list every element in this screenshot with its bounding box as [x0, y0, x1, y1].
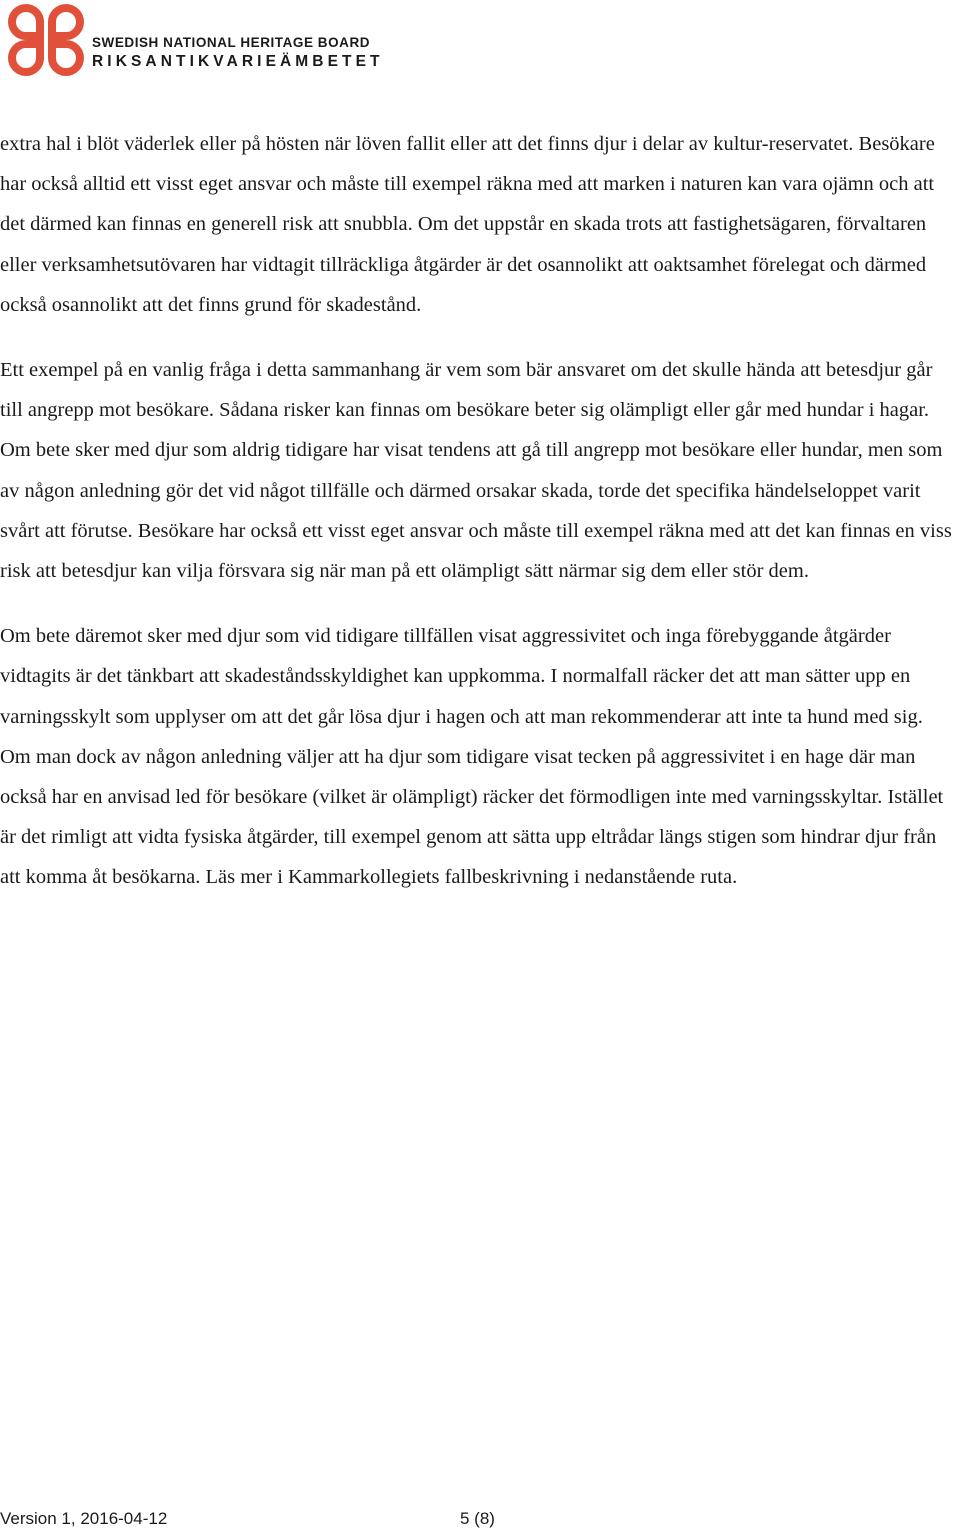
- page-footer: [0, 1509, 960, 1533]
- raa-logo-icon: [6, 0, 86, 80]
- organisation-name-english: SWEDISH NATIONAL HERITAGE BOARD: [92, 35, 371, 50]
- paragraph-2: Ett exempel på en vanlig fråga i detta sammanhang är vem som bär ansvaret om det skulle hända att betesdjur går till angrepp mot besökare. Sådana risker kan finnas om besökare beter sig olämpligt eller går med hundar i hagar. Om bete sker med djur som aldrig tidigare har visat tendens att gå till angrepp mot besökare eller hundar, men som av någon anledning gör det vid något tillfälle och därmed orsakar skada, torde det specifika händelseloppet varit svårt att förutse. Besökare har också ett visst eget ansvar och måste till exempel räkna med att det kan finnas en viss risk att betesdjur kan vilja försvara sig när man på ett olämpligt sätt närmar sig dem eller stör dem.: [0, 359, 952, 583]
- organisation-name: [92, 36, 384, 69]
- page-header: [6, 0, 606, 80]
- organisation-name-swedish: RIKSANTIKVARIEÄMBETET: [92, 52, 384, 70]
- paragraph-3: Om bete däremot sker med djur som vid tidigare tillfällen visat aggressivitet och inga förebyggande åtgärder vidtagits är det tänkbart att skadeståndsskyldighet kan uppkomma. I normalfall räcker det att man sätter upp en varningsskylt som upplyser om att det går lösa djur i hagen och att man rekommenderar att inte ta hund med sig. Om man dock av någon anledning väljer att ha djur som tidigare visat tecken på aggressivitet i en hage där man också har en anvisad led för besökare (vilket är olämpligt) räcker det förmodligen inte med varningsskyltar. Istället är det rimligt att vidta fysiska åtgärder, till exempel genom att sätta upp eltrådar längs stigen som hindrar djur från att komma åt besökarna. Läs mer i Kammarkollegiets fallbeskrivning i nedanstående ruta.: [0, 625, 944, 889]
- paragraph-1: extra hal i blöt väderlek eller på hösten när löven fallit eller att det finns djur i delar av kultur-reservatet. Besökare har också alltid ett visst eget ansvar och måste till exempel räkna med att marken i naturen kan vara ojämn och att det därmed kan finnas en generell risk att snubbla. Om det uppstår en skada trots att fastighetsägaren, förvaltaren eller verksamhetsutövaren har vidtagit tillräckliga åtgärder är det osannolikt att oaktsamhet förelegat och därmed också osannolikt att det finns grund för skadestånd.: [0, 133, 935, 316]
- document-version: Version 1, 2016-04-12: [0, 1509, 168, 1528]
- document-body: [0, 124, 958, 923]
- page-number: 5 (8): [460, 1509, 495, 1528]
